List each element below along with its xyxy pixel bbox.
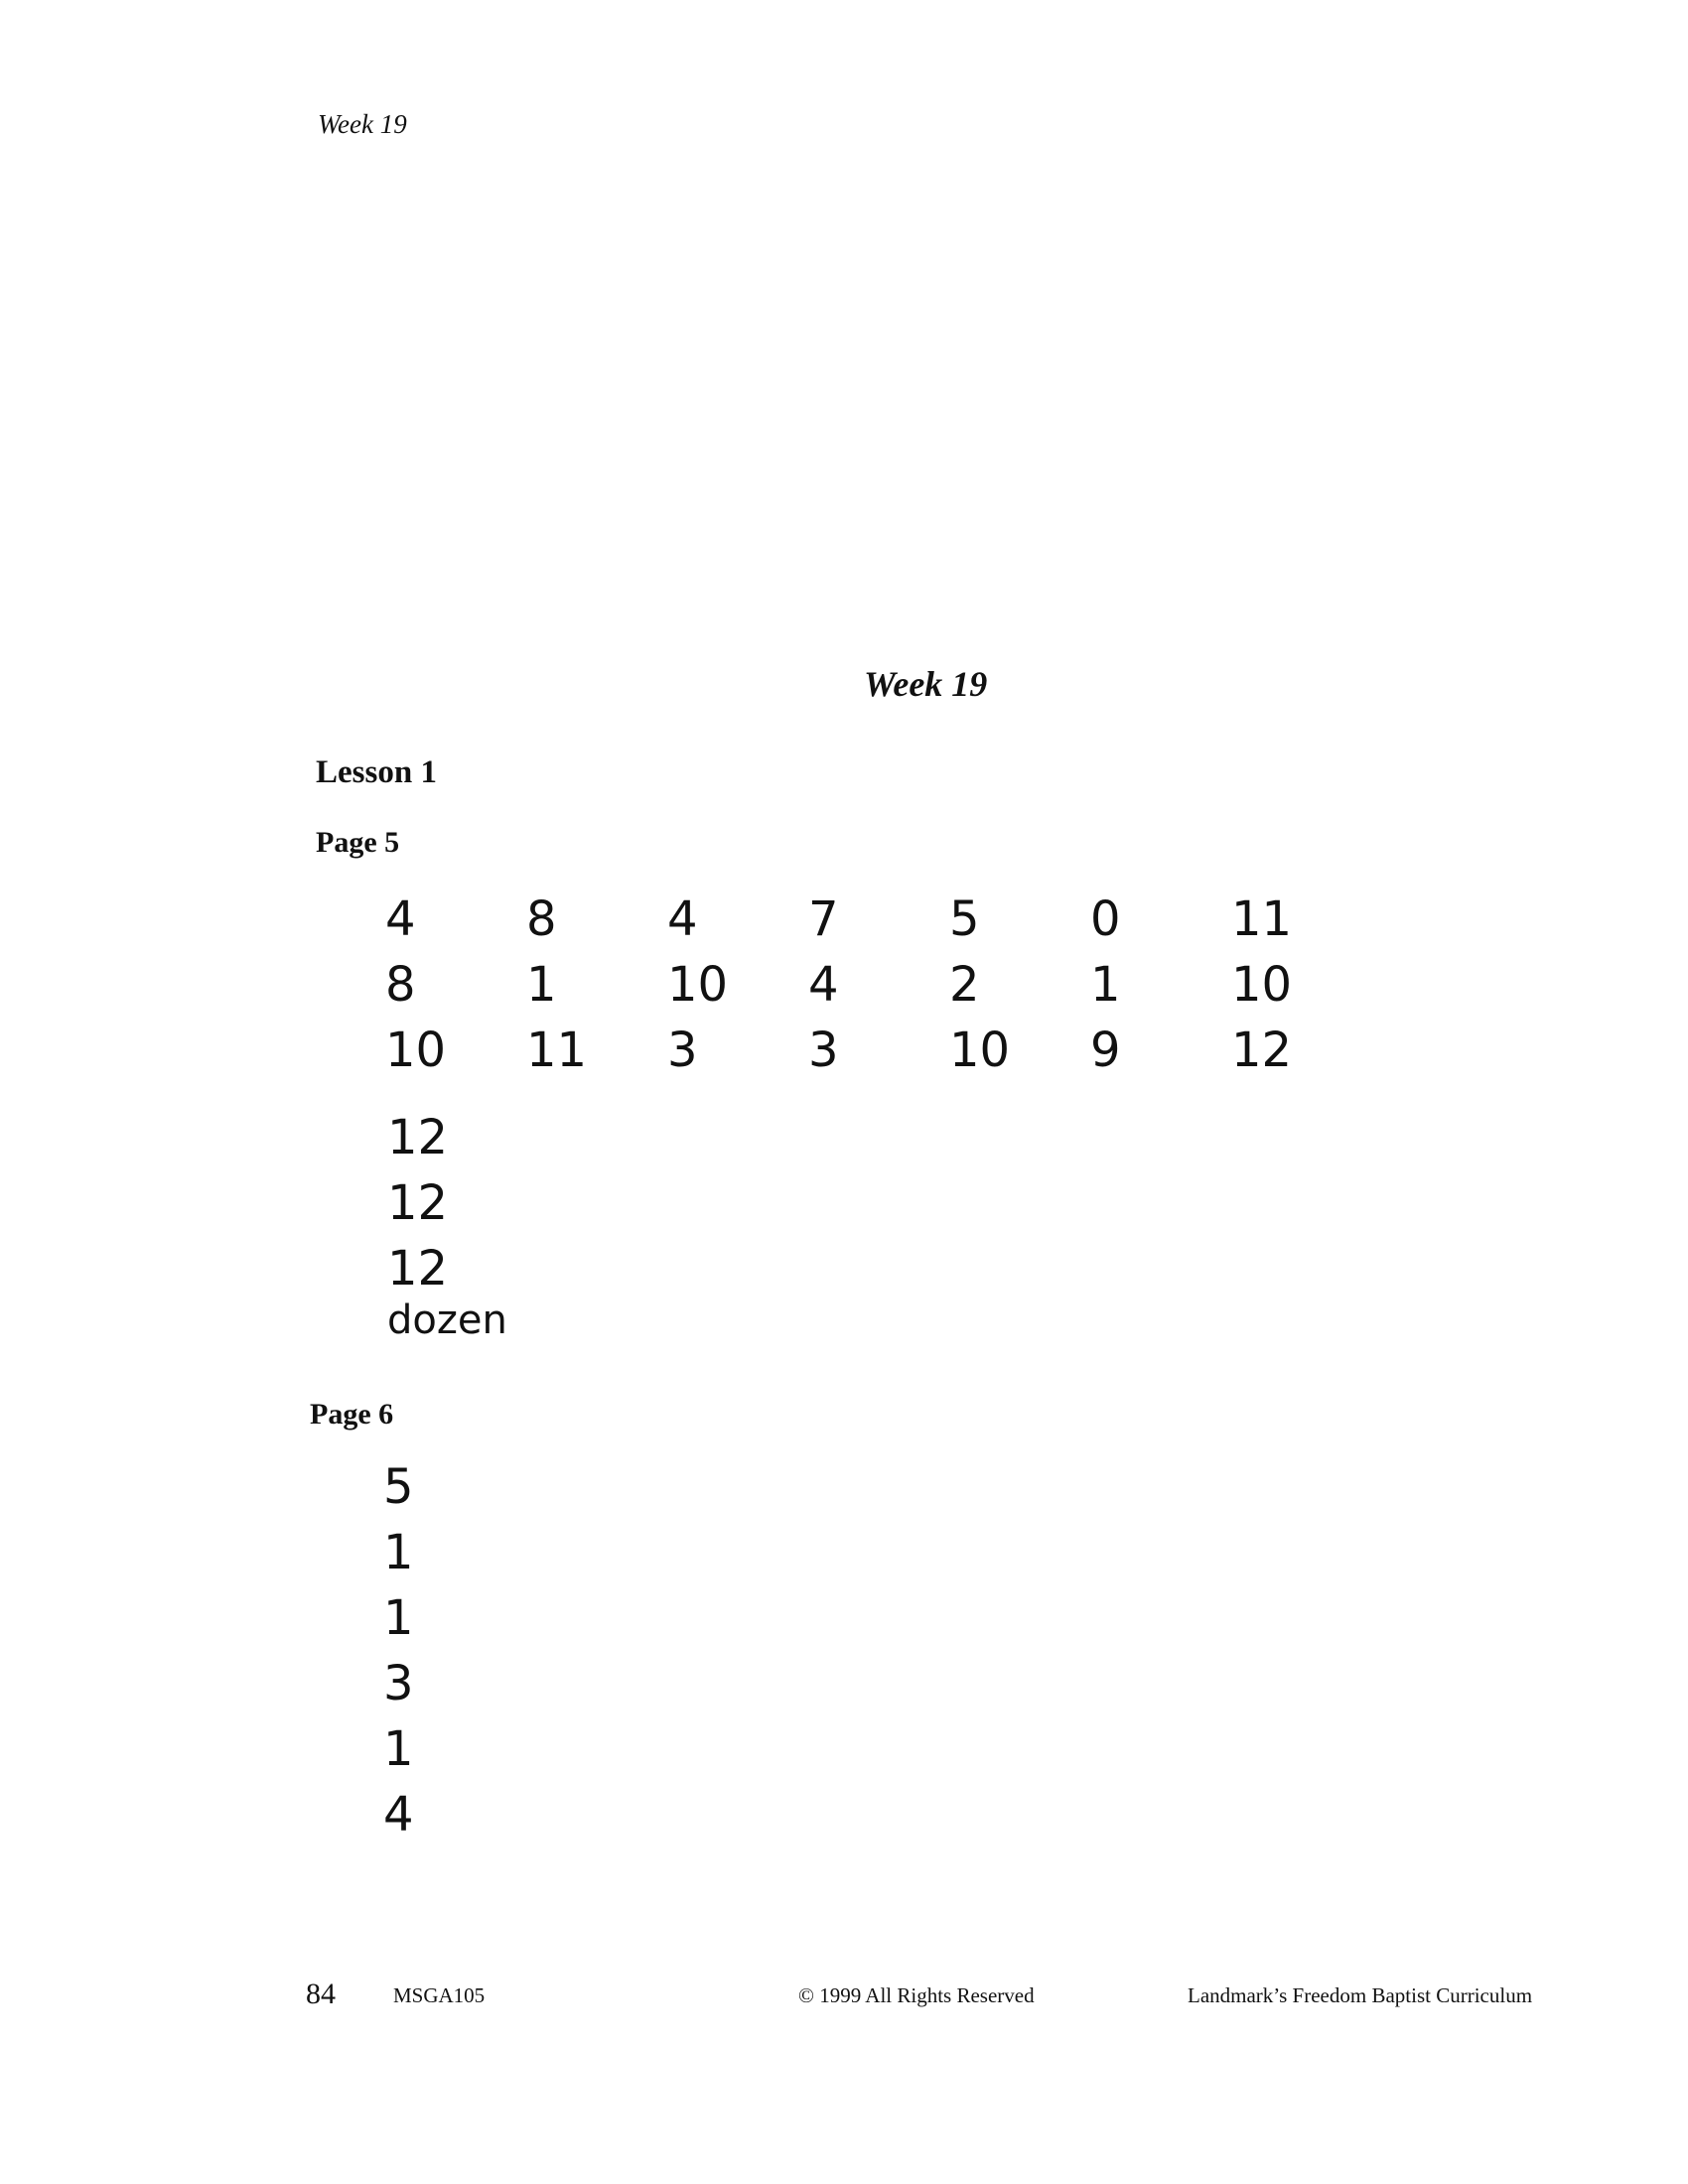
answer-item: 3	[383, 1656, 414, 1711]
answer-cell: 4	[667, 891, 698, 947]
answer-cell: 0	[1090, 891, 1121, 947]
answer-cell: 1	[526, 957, 557, 1013]
answer-item: 5	[383, 1459, 414, 1515]
answer-cell: 12	[1231, 1023, 1293, 1078]
answer-cell: 8	[526, 891, 557, 947]
answer-cell: 2	[949, 957, 980, 1013]
answer-cell: 11	[526, 1023, 588, 1078]
footer-copyright: © 1999 All Rights Reserved	[798, 1983, 1035, 2007]
lesson-heading: Lesson 1	[316, 754, 437, 790]
answer-cell: 10	[949, 1023, 1011, 1078]
answer-cell: 5	[949, 891, 980, 947]
answer-cell: 4	[808, 957, 839, 1013]
answer-cell: 7	[808, 891, 839, 947]
answer-cell: 9	[1090, 1023, 1121, 1078]
answer-cell: 11	[1231, 891, 1293, 947]
answer-item: 12	[387, 1175, 449, 1231]
answer-cell: 3	[808, 1023, 839, 1078]
answer-cell: 10	[1231, 957, 1293, 1013]
answer-word: dozen	[387, 1297, 507, 1343]
answer-item: 4	[383, 1787, 414, 1843]
answer-cell: 3	[667, 1023, 698, 1078]
footer-publisher: Landmark’s Freedom Baptist Curriculum	[1188, 1983, 1533, 2007]
page6-answer-list	[383, 1459, 414, 1856]
page5-answer-list	[387, 1110, 507, 1350]
answer-item: 1	[383, 1721, 414, 1777]
footer-page-number: 84	[306, 1978, 336, 2010]
page5-heading: Page 5	[316, 826, 400, 859]
week-title: Week 19	[864, 664, 988, 704]
page6-heading: Page 6	[310, 1398, 394, 1431]
answer-cell: 1	[1090, 957, 1121, 1013]
answer-item: 12	[387, 1110, 449, 1165]
answer-cell: 8	[385, 957, 416, 1013]
answer-item: 12	[387, 1241, 449, 1297]
footer-course-code: MSGA105	[393, 1983, 486, 2007]
running-header: Week 19	[318, 109, 407, 139]
answer-cell: 4	[385, 891, 416, 947]
answer-cell: 10	[667, 957, 729, 1013]
answer-item: 1	[383, 1590, 414, 1646]
answer-cell: 10	[385, 1023, 447, 1078]
page5-answer-grid	[385, 891, 1372, 1092]
answer-item: 1	[383, 1525, 414, 1580]
